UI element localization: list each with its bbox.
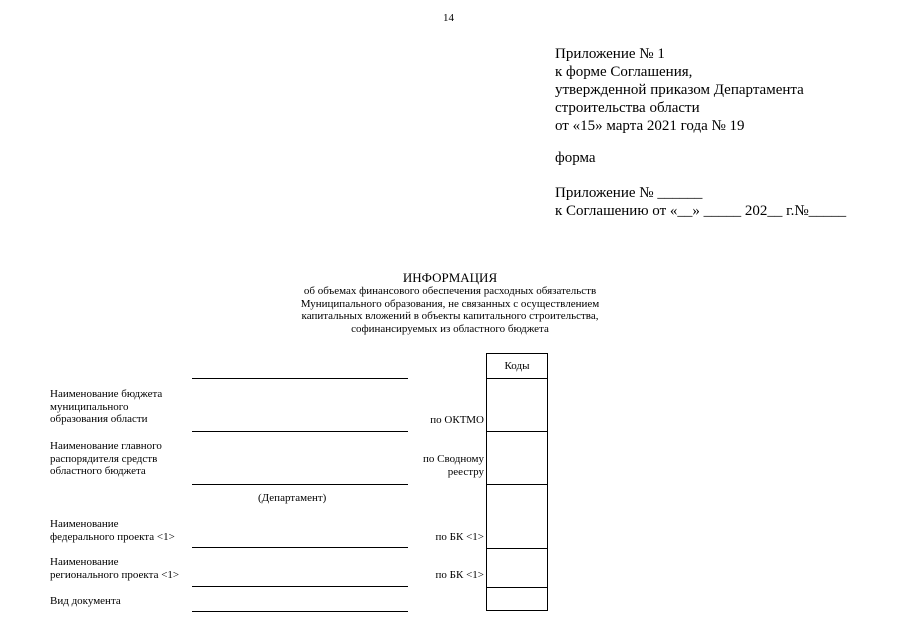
title-sub-line: капитальных вложений в объекты капитального строительства, <box>301 310 599 323</box>
code-cell-regional <box>487 549 547 588</box>
document-title <box>240 270 660 335</box>
federal-bk-label: по БК <1> <box>435 531 484 543</box>
codes-table <box>486 353 548 611</box>
federal-project-line <box>192 547 408 548</box>
appendix-line: к форме Соглашения, <box>555 64 693 80</box>
regional-project-line <box>192 586 408 587</box>
title-main: ИНФОРМАЦИЯ <box>402 270 498 285</box>
regional-project-label: Наименование регионального проекта <1> <box>50 556 180 581</box>
budget-name-line <box>192 431 408 432</box>
page-number: 14 <box>443 12 454 24</box>
form-label: форма <box>555 150 596 166</box>
doc-type-label: Вид документа <box>50 595 121 607</box>
codes-header: Коды <box>487 354 547 379</box>
code-cell-federal <box>487 485 547 549</box>
federal-project-label: Наименование федерального проекта <1> <box>50 518 175 543</box>
budget-name-label: Наименование бюджета муниципального образования области <box>50 388 163 425</box>
attachment-line-2: к Соглашению от «__» _____ 202__ г.№_____ <box>555 203 847 219</box>
appendix-line: Приложение № 1 <box>555 46 665 62</box>
title-sub-line: софинансируемых из областного бюджета <box>351 322 549 335</box>
code-cell-oktmo <box>487 379 547 432</box>
regional-bk-label: по БК <1> <box>435 569 484 581</box>
title-sub-line: об объемах финансового обеспечения расходных обязательств <box>303 285 597 297</box>
chief-manager-label: Наименование главного распорядителя средств областного бюджета <box>50 440 162 477</box>
appendix-line: строительства области <box>555 100 700 116</box>
appendix-line: утвержденной приказом Департамента <box>555 82 804 98</box>
code-cell-registry <box>487 432 547 485</box>
attachment-line-1: Приложение № ______ <box>555 185 703 201</box>
doc-type-line <box>192 611 408 612</box>
title-sub-line: Муниципального образования, не связанных с осуществлением <box>300 297 600 310</box>
attachment-header <box>555 184 846 220</box>
oktmo-label: по ОКТМО <box>430 414 484 426</box>
blank-line <box>192 378 408 379</box>
department-note: (Департамент) <box>258 492 327 504</box>
registry-label: по Сводному реестру <box>422 453 484 478</box>
chief-manager-line <box>192 484 408 485</box>
appendix-header <box>555 45 804 135</box>
appendix-line: от «15» марта 2021 года № 19 <box>555 118 745 134</box>
